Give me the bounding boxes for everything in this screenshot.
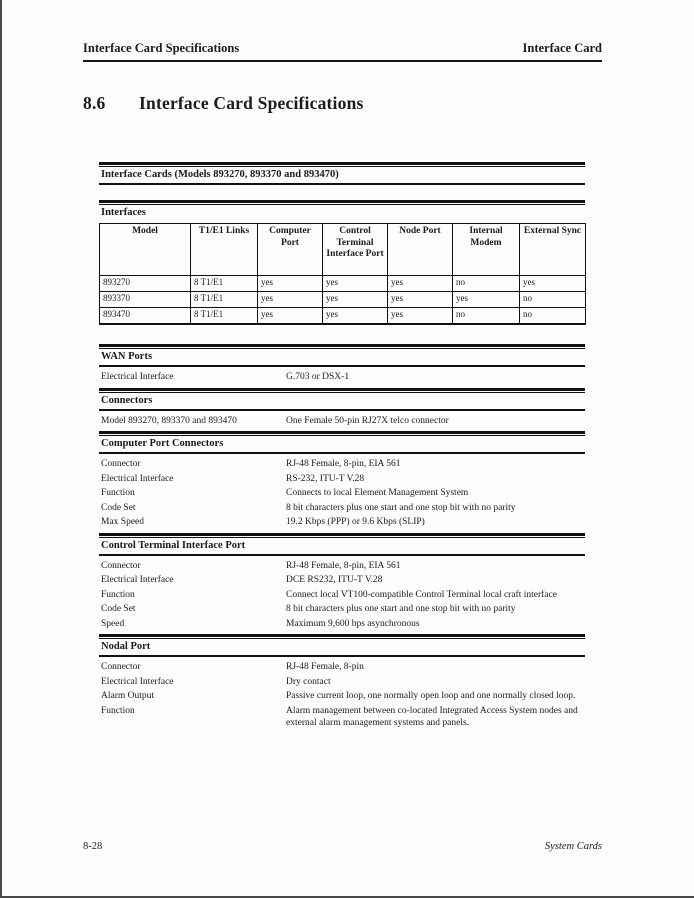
spec-row: [99, 589, 585, 602]
spec-section-connectors: [99, 388, 585, 432]
page-header: [83, 41, 602, 62]
table-cell: yes: [323, 308, 388, 325]
table-cell: yes: [520, 276, 586, 292]
table-cell: 8 T1/E1: [191, 308, 258, 325]
table-cell: no: [453, 276, 520, 292]
spec-row-value: Connects to local Element Management System: [286, 488, 469, 498]
footer-page-number: 8-28: [83, 841, 103, 852]
spacer: [99, 185, 585, 200]
spec-row-value: 19.2 Kbps (PPP) or 9.6 Kbps (SLIP): [286, 517, 425, 527]
spec-row: [99, 415, 585, 428]
spec-row: [99, 458, 585, 471]
spec-row-label: Function: [101, 705, 135, 716]
table-row: [100, 308, 586, 325]
section-number: 8.6: [83, 93, 106, 113]
spec-row: [99, 487, 585, 500]
header-left-title: Interface Card Specifications: [83, 41, 240, 55]
column-header-computer-port: Computer Port: [258, 224, 323, 276]
spec-row: [99, 560, 585, 573]
spec-row-value: G.703 or DSX-1: [286, 372, 350, 382]
spec-row-label: Electrical Interface: [101, 676, 174, 687]
table-cell: no: [520, 292, 586, 308]
spec-row-label: Connector: [101, 459, 141, 469]
specifications-block: [99, 162, 585, 734]
spec-row-value: Connect local VT100-compatible Control Terminal local craft interface: [286, 589, 557, 600]
column-header-t1e1-links: T1/E1 Links: [191, 224, 258, 276]
table-header-row: [100, 224, 586, 276]
spec-section-wan-ports: [99, 344, 585, 388]
spec-row-value: 8 bit characters plus one start and one stop bit with no parity: [286, 604, 516, 614]
banner-title: Interface Cards (Models 893270, 893370 and 893470): [99, 167, 585, 185]
spec-section-computer-port-connectors: [99, 431, 585, 533]
spec-row-label: Max Speed: [101, 517, 145, 527]
column-header-internal-modem: Internal Modem: [453, 224, 520, 276]
spec-row-label: Code Set: [101, 604, 136, 614]
footer-book-title: System Cards: [544, 841, 602, 852]
spec-section-title: WAN Ports: [99, 349, 585, 367]
spec-row-value: 8 bit characters plus one start and one stop bit with no parity: [286, 502, 516, 513]
banner-bar: [99, 162, 585, 185]
table-cell: yes: [388, 308, 453, 325]
table-cell: 8 T1/E1: [191, 276, 258, 292]
spec-section-title: Control Terminal Interface Port: [99, 538, 585, 556]
spec-row-value: Passive current loop, one normally open loop and one normally closed loop.: [286, 691, 576, 701]
table-cell: 893370: [100, 292, 191, 308]
interfaces-header: [99, 200, 585, 221]
spec-section-nodal-port: [99, 634, 585, 734]
spec-row: [99, 473, 585, 486]
column-header-external-sync: External Sync: [520, 224, 586, 276]
spec-row-label: Function: [101, 589, 135, 600]
table-cell: yes: [258, 292, 323, 308]
spec-row-value: Alarm management between co-located Integrated Access System nodes and external alarm management systems and panels.: [286, 705, 578, 728]
spec-row-value: RJ-48 Female, 8-pin, EIA 561: [286, 560, 401, 571]
spec-row: [99, 618, 585, 631]
table-row: [100, 276, 586, 292]
spec-section-control-terminal-interface-port: [99, 533, 585, 635]
spec-row-value: RJ-48 Female, 8-pin, EIA 561: [286, 459, 401, 469]
spec-row: [99, 502, 585, 515]
spec-row-label: Electrical Interface: [101, 372, 174, 382]
spec-row-label: Electrical Interface: [101, 575, 174, 585]
interfaces-table: [99, 223, 586, 325]
table-cell: yes: [323, 292, 388, 308]
spec-row: [99, 574, 585, 587]
table-cell: no: [520, 308, 586, 325]
spec-row-label: Connector: [101, 560, 141, 571]
spec-row-value: RJ-48 Female, 8-pin: [286, 662, 364, 672]
spec-row: [99, 705, 585, 730]
spec-section-title: Nodal Port: [99, 639, 585, 657]
spec-row-value: One Female 50-pin RJ27X telco connector: [286, 415, 449, 426]
page-footer: [83, 841, 602, 852]
spec-row: [99, 661, 585, 674]
table-row: [100, 292, 586, 308]
spec-row: [99, 676, 585, 689]
spec-row-value: Dry contact: [286, 676, 331, 687]
spec-row-label: Speed: [101, 618, 125, 629]
table-cell: yes: [258, 308, 323, 325]
spec-row-label: Model 893270, 893370 and 893470: [101, 415, 237, 426]
table-cell: yes: [453, 292, 520, 308]
section-heading: [83, 93, 364, 114]
spec-section-title: Connectors: [99, 393, 585, 411]
spec-row-label: Function: [101, 488, 135, 498]
spec-row-label: Connector: [101, 662, 141, 672]
column-header-model: Model: [100, 224, 191, 276]
table-cell: yes: [323, 276, 388, 292]
table-cell: 893270: [100, 276, 191, 292]
spec-row: [99, 516, 585, 529]
spec-row-label: Code Set: [101, 502, 136, 513]
spec-row-value: DCE RS232, ITU-T V.28: [286, 575, 383, 585]
section-title-text: Interface Card Specifications: [139, 93, 364, 113]
table-cell: no: [453, 308, 520, 325]
table-cell: yes: [258, 276, 323, 292]
spec-row-label: Alarm Output: [101, 691, 155, 701]
interfaces-title: Interfaces: [101, 207, 146, 218]
spec-row-label: Electrical Interface: [101, 473, 174, 484]
spec-section-title: Computer Port Connectors: [99, 436, 585, 454]
table-cell: 893470: [100, 308, 191, 325]
table-cell: yes: [388, 276, 453, 292]
table-cell: 8 T1/E1: [191, 292, 258, 308]
table-cell: yes: [388, 292, 453, 308]
spec-row-value: RS-232, ITU-T V.28: [286, 473, 365, 484]
spec-row: [99, 690, 585, 703]
spec-row-value: Maximum 9,600 bps asynchronous: [286, 618, 420, 629]
column-header-node-port: Node Port: [388, 224, 453, 276]
spec-row: [99, 371, 585, 384]
column-header-control-terminal-interface-port: Control Terminal Interface Port: [323, 224, 388, 276]
spec-row: [99, 603, 585, 616]
header-right-title: Interface Card: [522, 41, 602, 55]
spacer: [99, 325, 585, 344]
